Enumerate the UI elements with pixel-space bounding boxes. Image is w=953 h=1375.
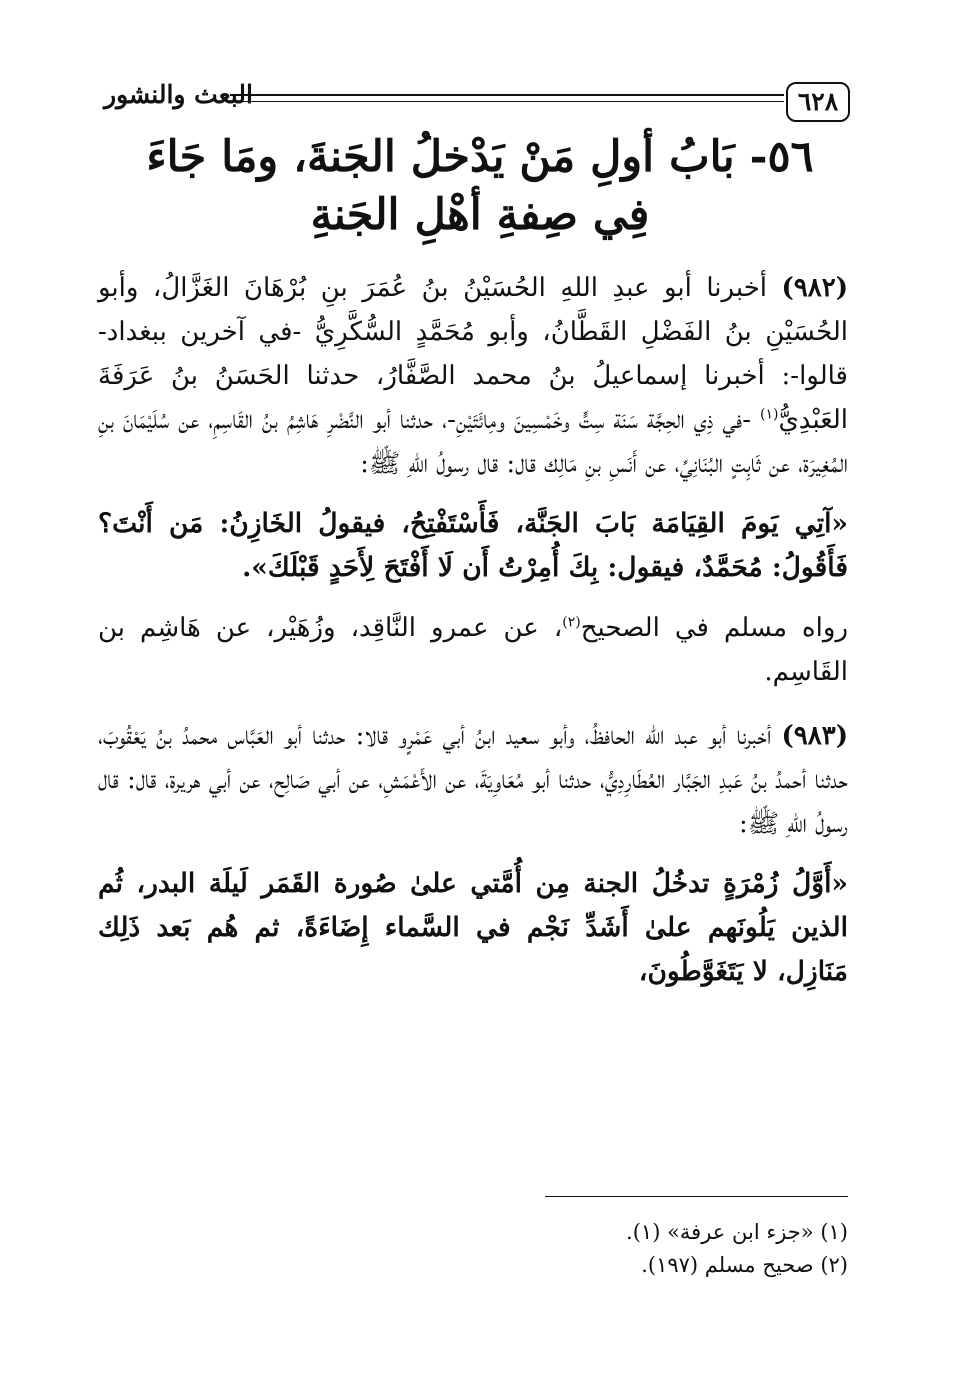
chapter-heading xyxy=(70,128,890,244)
footnote-1: (١) «جزء ابن عرفة» (١). xyxy=(626,1220,848,1244)
takhrij-text-continued: ، عن عمرو النَّاقِد، وزُهَيْر، عن هَاشِم بن القَاسِم. xyxy=(98,613,848,687)
footnote-ref-2: (٢) xyxy=(562,614,581,631)
hadith-number: (٩٨٣) xyxy=(781,721,849,751)
isnad-text: أخبرنا أبو عبد الله الحافظُ، وأبو سعيد ابنُ أبي عَمْرٍو قالا: حدثنا أبو العَبَّاس محمدُ بنُ يَعْقُوبَ، حدثنا أحمدُ بنُ عَبدِ الجَبَّار العُطَارِدِيُّ، حدثنا أبو مُعَاوِيَةَ، عن الأَعْمَشِ، عن أبي صَالِح، عن أبي هريرة، قال: قال رسولُ اللهِ ﷺ: xyxy=(98,721,848,839)
hadith-982-takhrij xyxy=(98,606,848,694)
header-rule xyxy=(230,94,784,96)
header-rule-thin xyxy=(230,101,784,102)
running-header xyxy=(104,78,850,126)
main-text xyxy=(98,266,848,994)
isnad-text: أخبرنا أبو عبدِ اللهِ الحُسَيْنُ بنُ عُمَرَ بنِ بُرْهَانَ الغَزَّالُ، وأبو الحُسَيْنِ بنُ الفَضْلِ القَطَّانُ، وأبو مُحَمَّدٍ السُّكَّرِيُّ -في آخرين ببغداد- قالوا-: أخبرنا إسماعيلُ بنُ محمد الصَّفَّارُ، حدثنا الحَسَنُ بنُ عَرَفَةَ العَبْدِيُّ xyxy=(98,273,848,435)
hadith-number: (٩٨٢) xyxy=(781,273,849,303)
hadith-982-isnad xyxy=(98,266,848,486)
chapter-heading-line-1: ٥٦- بَابُ أولِ مَنْ يَدْخلُ الجَنةَ، ومَا جَاءَ xyxy=(146,132,814,182)
footnote-ref-1: (١) xyxy=(759,406,779,423)
page-number: ٦٢٨ xyxy=(786,82,850,122)
footnotes xyxy=(288,1216,848,1282)
chapter-heading-line-2: فِي صِفةِ أهْلِ الجَنةِ xyxy=(310,190,650,240)
footnote-separator xyxy=(545,1196,848,1197)
takhrij-text: رواه مسلم في الصحيح xyxy=(580,613,848,643)
footnote-2: (٢) صحيح مسلم (١٩٧). xyxy=(641,1253,848,1277)
hadith-983-isnad xyxy=(98,714,848,846)
book-title: البعث والنشور xyxy=(104,80,253,109)
isnad-text-continued: -في ذِي الحِجَّة سَنَة سِتٍّ وخَمْسِينَ ومِائَتَيْنِ-، حدثنا أبو النَّضْرِ هَاشِمُ بنُ القَاسِمِ، عن سُلَيْمَانَ بنِ المُغِيرَة، عن ثَابِتٍ البُنَانِيِّ، عن أَنَسِ بنِ مَالِك قال: قال رسولُ اللهِ ﷺ: xyxy=(98,405,848,479)
hadith-982-matn: «آتِي يَومَ القِيَامَة بَابَ الجَنَّة، فَأَسْتَفْتِحُ، فيقولُ الخَازِنُ: مَن أَنْتَ؟ فَأَقُولُ: مُحَمَّدٌ، فيقول: بِكَ أُمِرْتُ أَن لَا أَفْتَحَ لِأَحَدٍ قَبْلَكَ». xyxy=(98,508,848,583)
hadith-983-matn: «أَوَّلُ زُمْرَةٍ تدخُلُ الجنة مِن أُمَّتي علىٰ صُورة القَمَر لَيلَة البدر، ثُم الذين يَلُونَهم علىٰ أَشَدِّ نَجْم في السَّماء إِضَاءَةً، ثم هُم بَعد ذَلِك مَنَازِل، لا يَتَغَوَّطُونَ، xyxy=(98,868,848,987)
